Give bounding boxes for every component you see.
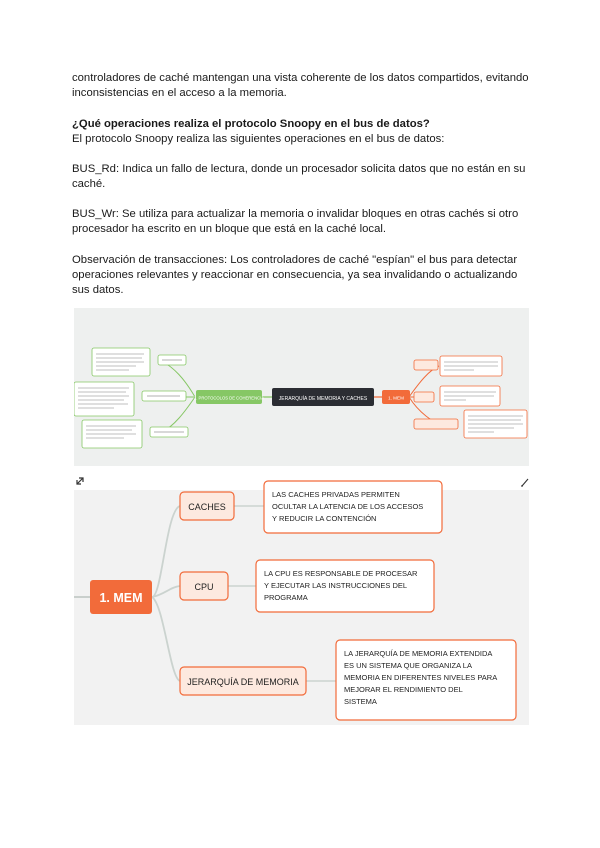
overview-left-branch-label: 2. PROTOCOLOS DE COHERENCIA (193, 395, 265, 401)
mindmap-detail-image (74, 470, 529, 725)
paragraph-bus-rd: BUS_Rd: Indica un fallo de lectura, donde un procesador solicita datos que no están en su caché. (72, 163, 526, 190)
overview-right-branch-label: 1. MEM (388, 395, 404, 401)
mindmap-root-label: 1. MEM (99, 591, 143, 605)
desc-caches-line2: OCULTAR LA LATENCIA DE LOS ACCESOS (272, 502, 424, 511)
desc-jerarquia-line1: LA JERARQUÍA DE MEMORIA EXTENDIDA (344, 649, 492, 658)
paragraph-bus-wr: BUS_Wr: Se utiliza para actualizar la memoria o invalidar bloques en otras cachés si otro procesador ha escrito en un bloque que está en la caché local. (72, 208, 519, 235)
paragraph-observation: Observación de transacciones: Los controladores de caché "espían" el bus para detectar operaciones relevantes y reaccionar en consecuencia, ya sea invalidando o actualizando sus datos. (72, 254, 518, 296)
desc-jerarquia-line5: SISTEMA (344, 697, 377, 706)
desc-jerarquia-line4: MEJORAR EL RENDIMIENTO DEL (344, 685, 463, 694)
desc-jerarquia-line3: MEMORIA EN DIFERENTES NIVELES PARA (344, 673, 497, 682)
node-cpu-label: CPU (194, 582, 214, 592)
desc-cpu-line1: LA CPU ES RESPONSABLE DE PROCESAR (264, 569, 418, 578)
desc-cpu-line3: PROGRAMA (264, 593, 308, 602)
node-caches-label: CACHES (188, 502, 226, 512)
desc-caches-line1: LAS CACHES PRIVADAS PERMITEN (272, 490, 400, 499)
mindmap-overview-image (74, 308, 529, 466)
paragraph-intro: controladores de caché mantengan una vista coherente de los datos compartidos, evitando inconsistencias en el acceso a la memoria. (72, 72, 529, 99)
overview-center-label: JERARQUÍA DE MEMORIA Y CACHES (278, 396, 368, 402)
desc-cpu-line2: Y EJECUTAR LAS INSTRUCCIONES DEL (264, 581, 407, 590)
paragraph-operations-intro: El protocolo Snoopy realiza las siguientes operaciones en el bus de datos: (72, 133, 445, 145)
section-heading: ¿Qué operaciones realiza el protocolo Snoopy en el bus de datos? (72, 118, 430, 130)
desc-caches-line3: Y REDUCIR LA CONTENCIÓN (272, 514, 377, 523)
desc-jerarquia-line2: ES UN SISTEMA QUE ORGANIZA LA (344, 661, 472, 670)
node-jerarquia-label: JERARQUÍA DE MEMORIA (187, 677, 299, 687)
